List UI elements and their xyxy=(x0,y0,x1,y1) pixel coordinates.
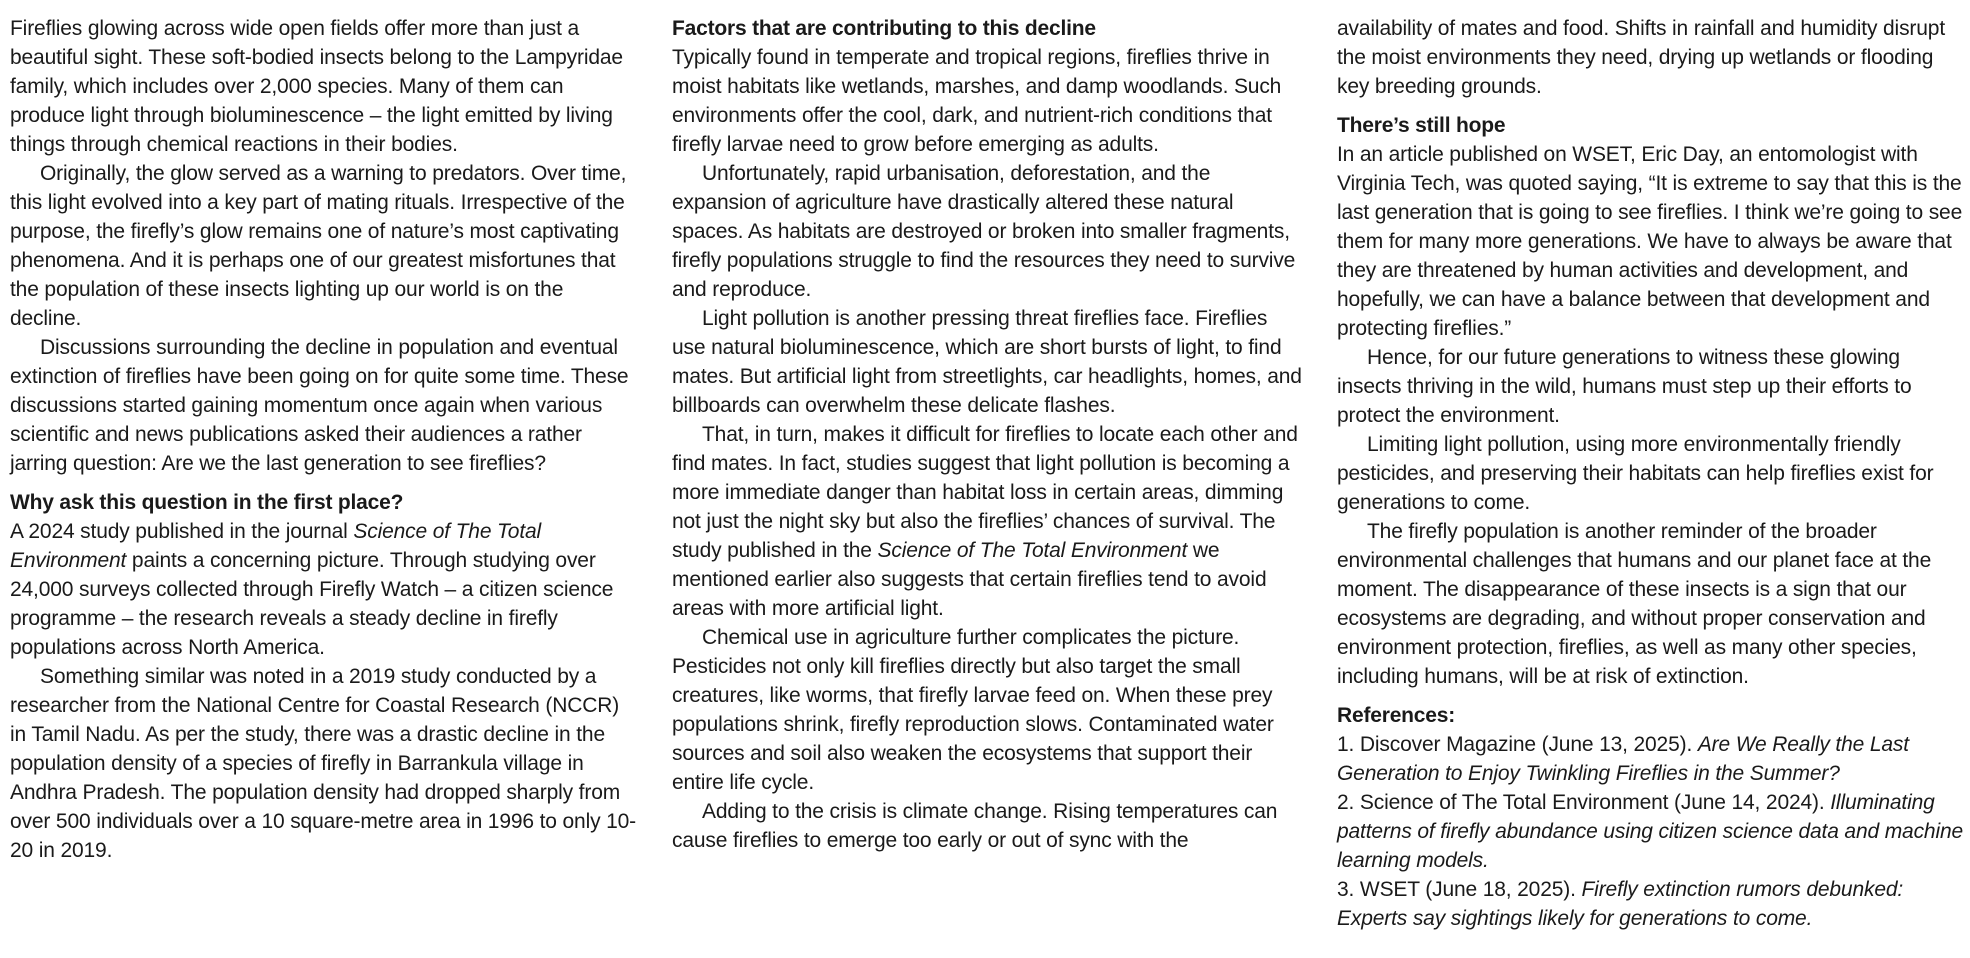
references-heading: References: xyxy=(1337,704,1456,727)
references-section xyxy=(1337,701,1967,933)
mates-paragraph xyxy=(672,420,1302,623)
intro-paragraph: Fireflies glowing across wide open fields offer more than just a beautiful sight. These soft-bodied insects belong to the Lampyridae family, which includes over 2,000 species. Many of them can produce light through bioluminescence – the light emitted by living things through chemical reactions in their bodies. xyxy=(10,17,623,156)
section-heading-hope: There’s still hope xyxy=(1337,114,1506,137)
mates-text-before: That, in turn, makes it difficult for fireflies to locate each other and find mates. In fact, studies suggest that light pollution is becoming a more immediate danger than habitat loss in certain areas, dimming not just the night sky but also the fireflies’ chances of survival. The study published in the xyxy=(672,423,1298,562)
journal-title: Science of The Total Environment xyxy=(877,539,1188,562)
section-heading-why-ask: Why ask this question in the first place? xyxy=(10,491,404,514)
article-column-1 xyxy=(10,14,640,865)
future-generations-paragraph: Hence, for our future generations to witness these glowing insects thriving in the wild, humans must step up their efforts to protect the environment. xyxy=(1337,346,1912,427)
urbanisation-paragraph: Unfortunately, rapid urbanisation, deforestation, and the expansion of agriculture have drastically altered these natural spaces. As habitats are destroyed or broken into smaller fragments, firefly populations struggle to find the resources they need to survive and reproduce. xyxy=(672,162,1296,301)
chemical-use-paragraph: Chemical use in agriculture further complicates the picture. Pesticides not only kill fireflies directly but also target the small creatures, like worms, that firefly larvae feed on. When these prey populations shrink, firefly reproduction slows. Contaminated water sources and soil also weaken the ecosystems that support their entire life cycle. xyxy=(672,626,1274,794)
eric-day-quote-paragraph: In an article published on WSET, Eric Day, an entomologist with Virginia Tech, was quoted saying, “It is extreme to say that this is the last generation that is going to see fireflies. I think we’re going to see them for many more generations. We have to always be aware that they are threatened by human activities and development, and hopefully, we can have a balance between that development and protecting fireflies.” xyxy=(1337,143,1963,340)
conclusion-paragraph: The firefly population is another reminder of the broader environmental challenges that humans and our planet face at the moment. The disappearance of these insects is a sign that our ecosystems are degrading, and without proper conservation and environment protection, fireflies, as well as many other species, including humans, will be at risk of extinction. xyxy=(1337,520,1932,688)
journal-title: Science of The Total Environment xyxy=(10,520,542,572)
section-heading-factors: Factors that are contributing to this decline xyxy=(672,17,1096,40)
article-column-3 xyxy=(1337,14,1967,933)
study-2024-paragraph xyxy=(10,517,640,662)
light-pollution-paragraph: Light pollution is another pressing threat fireflies face. Fireflies use natural bioluminescence, which are short bursts of light, to find mates. But artificial light from streetlights, car headlights, homes, and billboards can overwhelm these delicate flashes. xyxy=(672,307,1302,417)
reference-item xyxy=(1337,730,1967,788)
reference-source: 3. WSET (June 18, 2025). xyxy=(1337,878,1582,901)
reference-source: 2. Science of The Total Environment (June 14, 2024). xyxy=(1337,791,1831,814)
reference-title: Illuminating patterns of firefly abundance using citizen science data and machine learning models. xyxy=(1337,791,1964,872)
glow-origin-paragraph: Originally, the glow served as a warning to predators. Over time, this light evolved into a key part of mating rituals. Irrespective of the purpose, the firefly’s glow remains one of nature’s most captivating phenomena. And it is perhaps one of our greatest misfortunes that the population of these insects lighting up our world is on the decline. xyxy=(10,162,627,330)
study-2024-text-after: paints a concerning picture. Through studying over 24,000 surveys collected through Firefly Watch – a citizen science programme – the research reveals a steady decline in firefly populations across North America. xyxy=(10,549,614,659)
study-2024-text-before: A 2024 study published in the journal xyxy=(10,520,354,543)
limiting-pollution-paragraph: Limiting light pollution, using more environmentally friendly pesticides, and preserving their habitats can help fireflies exist for generations to come. xyxy=(1337,433,1934,514)
habitat-paragraph: Typically found in temperate and tropical regions, fireflies thrive in moist habitats like wetlands, marshes, and damp woodlands. Such environments offer the cool, dark, and nutrient-rich conditions that firefly larvae need to grow before emerging as adults. xyxy=(672,46,1282,156)
reference-title: Are We Really the Last Generation to Enjoy Twinkling Fireflies in the Summer? xyxy=(1337,733,1909,785)
reference-title: Firefly extinction rumors debunked: Experts say sightings likely for generations to come. xyxy=(1337,878,1904,930)
reference-source: 1. Discover Magazine (June 13, 2025). xyxy=(1337,733,1698,756)
decline-discussion-paragraph: Discussions surrounding the decline in population and eventual extinction of fireflies have been going on for quite some time. These discussions started gaining momentum once again when various scientific and news publications asked their audiences a rather jarring question: Are we the last generation to see fireflies? xyxy=(10,336,629,475)
mates-text-after: we mentioned earlier also suggests that certain fireflies tend to avoid areas with more artificial light. xyxy=(672,539,1267,620)
reference-item xyxy=(1337,788,1967,875)
reference-item xyxy=(1337,875,1967,933)
climate-change-paragraph: Adding to the crisis is climate change. Rising temperatures can cause fireflies to emerge too early or out of sync with the xyxy=(672,800,1278,852)
article-column-2 xyxy=(672,14,1302,855)
climate-continuation-paragraph: availability of mates and food. Shifts in rainfall and humidity disrupt the moist environments they need, drying up wetlands or flooding key breeding grounds. xyxy=(1337,17,1946,98)
nccr-study-paragraph: Something similar was noted in a 2019 study conducted by a researcher from the National Centre for Coastal Research (NCCR) in Tamil Nadu. As per the study, there was a drastic decline in the population density of a species of firefly in Barrankula village in Andhra Pradesh. The population density had dropped sharply from over 500 individuals over a 10 square-metre area in 1996 to only 10-20 in 2019. xyxy=(10,665,637,862)
